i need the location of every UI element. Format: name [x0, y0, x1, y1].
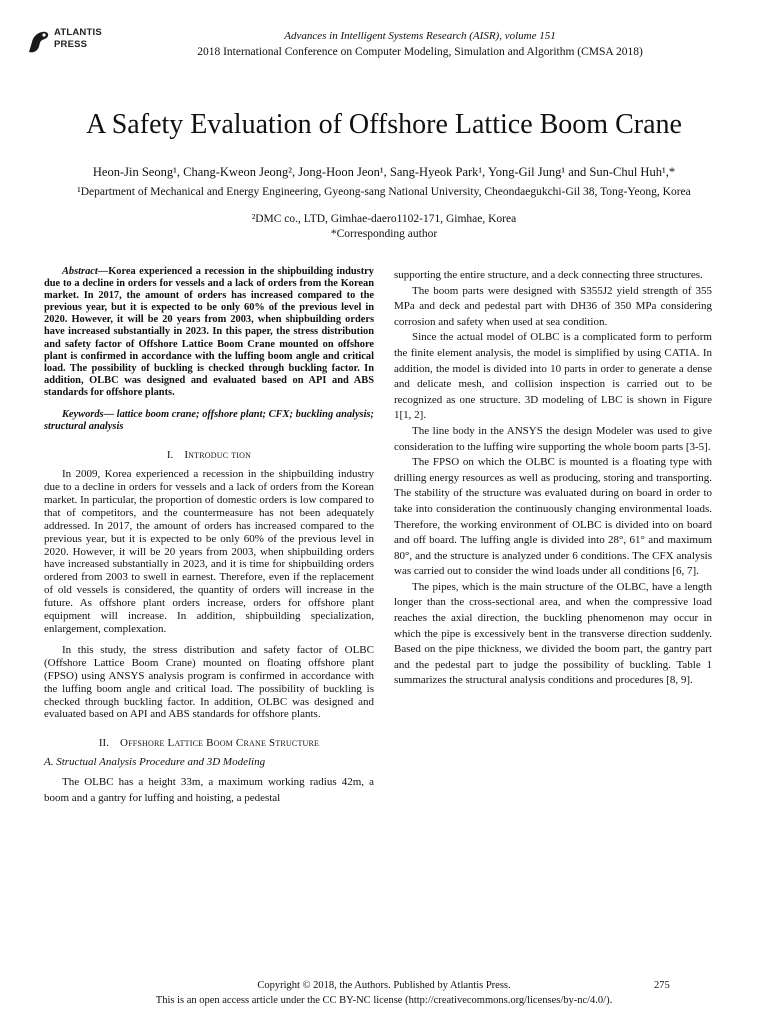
right-column: [394, 268, 712, 689]
section-2-heading: [44, 737, 374, 750]
right-paragraph-2: The boom parts were designed with S355J2 yield strength of 355 MPa and deck and pedestal part with DH36 of 350 MPa considering corrosion and safety when used at sea condition.: [394, 284, 712, 328]
abstract-text: Korea experienced a recession in the shipbuilding industry due to a decline in orders for vessels and a lack of orders from the Korean market. In 2017, the amount of orders has increased compared to the previous year, but it is expected to be only 60% of the previous level in 2020. However, it will be 20 years from 2003, when shipbuilding orders have increased substantially in 2023. In this paper, the stress distribution and safety factor of Offshore Lattice Boom Crane mounted on offshore plant is confirmed in accordance with the luffing boom angle and critical load. The possibility of buckling is checked through buckling factor. In addition, OLBC was designed and evaluated based on API and ABS standards for offshore plants.: [44, 266, 374, 398]
logo-line-2: PRESS: [54, 39, 88, 50]
affiliation-2: ²DMC co., LTD, Gimhae-daero1102-171, Gimhae, Korea: [251, 213, 517, 225]
logo-line-1: ATLANTIS: [54, 27, 102, 38]
right-paragraph-3: Since the actual model of OLBC is a complicated form to perform the finite element analysis, the model is simplified by using CATIA. In addition, the model is divided into 10 parts in order to generate a dense and delicate mesh, and collision inspection is carried out to be recognized as one structure. 3D modeling of LBC is shown in Figure 1[1, 2].: [394, 331, 712, 422]
journal-header: Advances in Intelligent Systems Research (AISR), volume 151: [284, 30, 556, 42]
section-1-heading: [44, 449, 374, 462]
section-1-title: Introduc tion: [184, 449, 252, 462]
right-paragraph-4: The line body in the ANSYS the design Modeler was used to give consideration to the luffing wire supporting the whole boom parts [3-5].: [394, 424, 712, 453]
publisher-logo: [26, 26, 116, 56]
section-1-number: I.: [166, 449, 174, 462]
atlantis-logo-icon: [26, 28, 50, 54]
logo-text: [54, 27, 102, 51]
conference-header: 2018 International Conference on Computer Modeling, Simulation and Algorithm (CMSA 2018): [197, 46, 643, 58]
abstract-lead: Abstract—: [62, 266, 109, 277]
right-paragraph-6: The pipes, which is the main structure of the OLBC, have a length longer than the cross-sectional area, and when the compressive load reaches the axial direction, the buckling phenomenon may occur in which the pipe is excessively bent in the transverse direction suddenly. Based on the pipe thickness, we divided the boom part, the gantry part and the pedestal part to judge the possibility of buckling. Table 1 summarizes the structural analysis conditions and procedures [8, 9].: [394, 580, 712, 687]
section-1-paragraph-2: In this study, the stress distribution and safety factor of OLBC (Offshore Lattice Boom Crane) mounted on floating offshore plant (FPSO) using ANSYS analysis program is confirmed in accordance with the luffing boom angle and critical load. The possibility of buckling is checked through buckling factor. In addition, OLBC was designed and evaluated based on API and ABS standards for offshore plants.: [44, 643, 374, 721]
section-2-number: II.: [98, 737, 109, 750]
right-paragraph-5: The FPSO on which the OLBC is mounted is a floating type with drilling energy resources as well as producing, storing and transporting. The stability of the structure was evaluated during on board in order to take into consideration the continuously changing environmental loads. Therefore, the working environment of OLBC is divided into on board and off board. The luffing angle is divided into 28°, 61° and maximum 80°, and the structure is analyzed under 6 conditions. The CFX analysis was carried out to consider the wind loads under all conditions [6, 7].: [394, 456, 712, 578]
section-2-title: Offshore Lattice Boom Crane Structure: [119, 737, 320, 750]
section-2-paragraph-1: The OLBC has a height 33m, a maximum working radius 42m, a boom and a gantry for luffing and hoisting, a pedestal: [44, 776, 374, 804]
copyright-line: Copyright © 2018, the Authors. Published by Atlantis Press.: [257, 980, 511, 991]
left-column: [44, 266, 374, 806]
subsection-a-heading: A. Structual Analysis Procedure and 3D Modeling: [44, 756, 266, 769]
author-list: Heon-Jin Seong¹, Chang-Kweon Jeong², Jong-Hoon Jeon¹, Sang-Hyeok Park¹, Yong-Gil Jung¹ and Sun-Chul Huh¹,*: [92, 165, 676, 179]
license-line: This is an open access article under the CC BY-NC license (http://creativecommons.org/licenses/by-nc/4.0/).: [155, 995, 613, 1006]
section-1-paragraph-1: In 2009, Korea experienced a recession in the shipbuilding industry due to a decline in orders for vessels and a lack of orders from the Korean market. In particular, the proportion of domestic orders is low compared to that of competitors, and the countermeasure has not been adequately addressed. In 2017, the amount of orders has increased compared to the previous year, but it is expected to be only 60% of the previous level in 2020. However, it will be 20 years from 2003, when shipbuilding orders have increased substantially in 2023, and it is time for shipbuilding orders ordered from 2003 to swell in earnest. Therefore, even if the replacement of old vessels is considered, the quantity of orders will increase in the future. As offshore plant orders increase, orders for offshore plant equipment will increase. In addition, shipbuilding specialization, enlargement, complexation.: [44, 468, 374, 635]
keywords: Keywords— lattice boom crane; offshore plant; CFX; buckling analysis; structural analysis: [44, 409, 374, 433]
page-number: 275: [654, 980, 670, 991]
right-paragraph-1: supporting the entire structure, and a deck connecting three structures.: [394, 269, 703, 281]
affiliation-1: ¹Department of Mechanical and Energy Engineering, Gyeong-sang National University, Cheondaegukchi-Gil 38, Tong-Yeong, Korea: [77, 186, 691, 198]
corresponding-author-note: *Corresponding author: [330, 228, 438, 240]
paper-title: A Safety Evaluation of Offshore Lattice Boom Crane: [86, 109, 682, 140]
abstract: [44, 266, 374, 399]
